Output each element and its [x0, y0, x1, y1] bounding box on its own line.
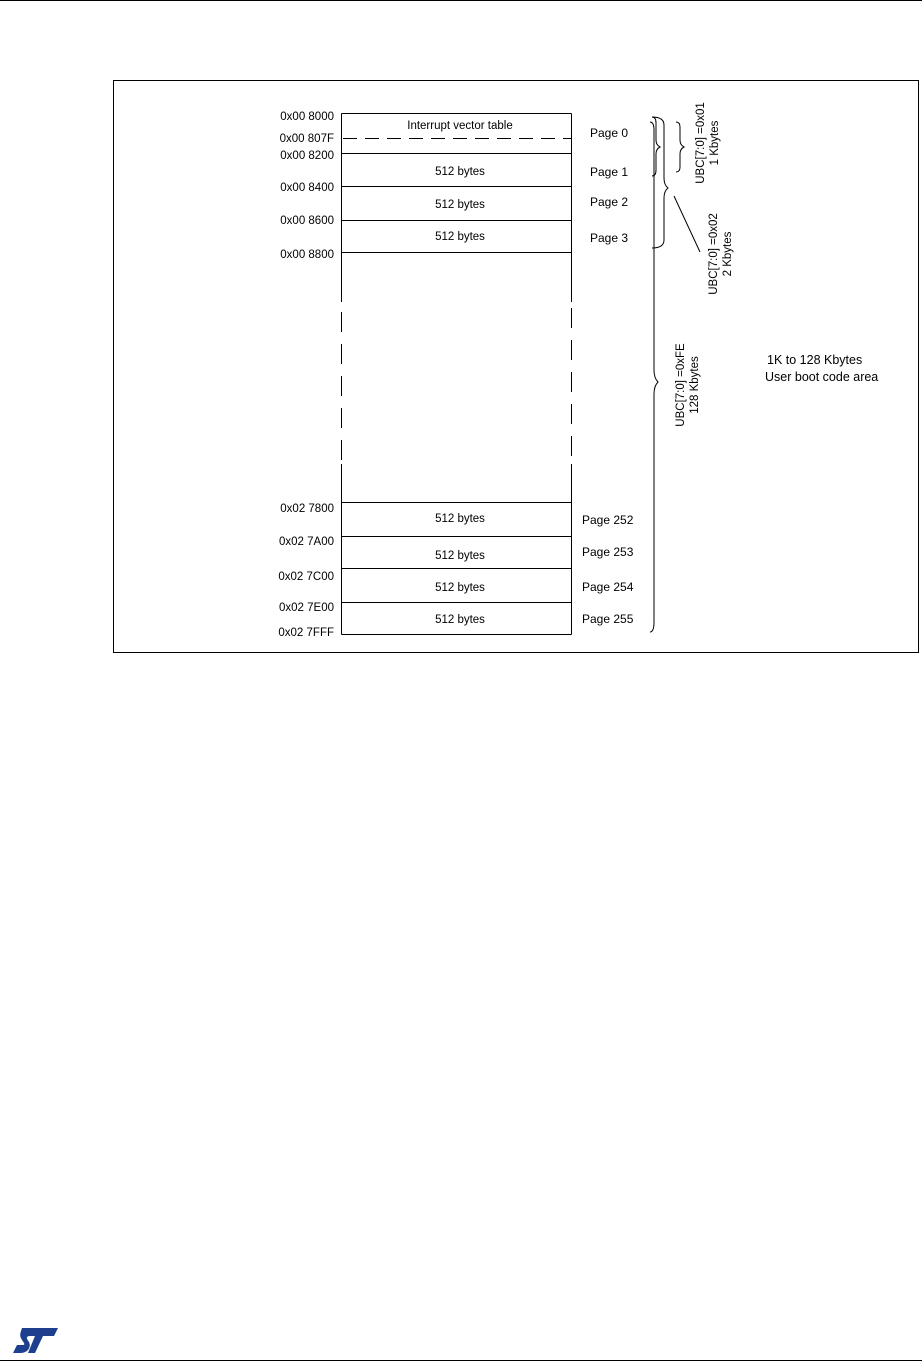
block-label-page-253: 512 bytes	[435, 550, 485, 562]
page-label-1: Page 1	[590, 165, 629, 179]
page-label-253: Page 253	[582, 545, 634, 559]
page-label-3: Page 3	[590, 231, 629, 245]
page-label-254: Page 254	[582, 580, 634, 594]
ubc-01-label-line2: 1 Kbytes	[709, 120, 721, 166]
block-label-page-3: 512 bytes	[435, 231, 485, 243]
address-label-27800: 0x02 7800	[280, 503, 334, 515]
page-label-255: Page 255	[582, 612, 634, 626]
page-label-2: Page 2	[590, 195, 629, 209]
interrupt-vector-label: Interrupt vector table	[407, 120, 513, 132]
ubc-fe-label-line1: UBC[7:0] =0xFE	[675, 343, 687, 427]
address-label-8200: 0x00 8200	[280, 150, 334, 162]
boot-area-label-line2: User boot code area	[765, 370, 879, 384]
address-label-27a00: 0x02 7A00	[279, 536, 334, 548]
ubc-02-label-line1: UBC[7:0] =0x02	[708, 213, 720, 295]
page-label-252: Page 252	[582, 513, 634, 527]
address-label-8400: 0x00 8400	[280, 182, 334, 194]
block-label-page-252: 512 bytes	[435, 513, 485, 525]
boot-area-label-line1: 1K to 128 Kbytes	[767, 353, 863, 367]
address-label-8800: 0x00 8800	[280, 249, 334, 261]
st-logo-shape	[13, 1328, 58, 1353]
block-label-page-254: 512 bytes	[435, 582, 485, 594]
block-label-page-2: 512 bytes	[435, 199, 485, 211]
ubc-02-label-line2: 2 Kbytes	[722, 231, 734, 277]
st-logo	[12, 1325, 62, 1355]
ubc-01-label-line1: UBC[7:0] =0x01	[695, 102, 707, 184]
brace-ubc-1k-small	[676, 122, 684, 172]
ubc-2k-leader-line	[674, 196, 700, 252]
address-label-807f: 0x00 807F	[279, 133, 334, 145]
address-label-27e00: 0x02 7E00	[279, 602, 334, 614]
address-label-27c00: 0x02 7C00	[278, 571, 334, 583]
brace-ubc-128k	[650, 122, 658, 632]
block-label-page-1: 512 bytes	[435, 166, 485, 178]
address-label-8600: 0x00 8600	[280, 215, 334, 227]
page-label-0: Page 0	[590, 126, 629, 140]
ubc-fe-label-line2: 128 Kbytes	[689, 356, 701, 414]
address-label-8000: 0x00 8000	[280, 111, 334, 123]
block-label-page-255: 512 bytes	[435, 614, 485, 626]
address-label-27fff: 0x02 7FFF	[278, 627, 334, 639]
